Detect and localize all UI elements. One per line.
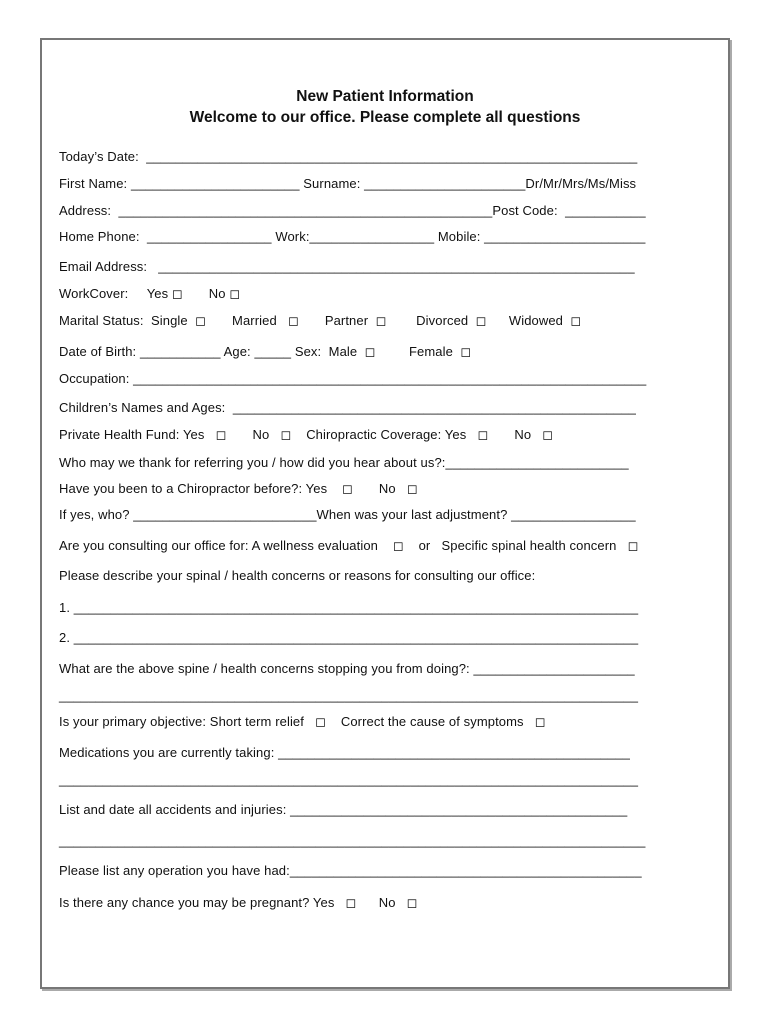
health-fund-checkboxes[interactable]: Private Health Fund: Yes ◻ No ◻ Chiropractic Coverage: Yes ◻ No ◻ bbox=[59, 427, 554, 442]
marital-status-checkboxes[interactable]: Marital Status: Single ◻ Married ◻ Partner ◻ Divorced ◻ Widowed ◻ bbox=[59, 313, 582, 328]
todays-date-field[interactable]: Today’s Date: ___________________________________________________________________ bbox=[59, 149, 638, 164]
name-fields[interactable]: First Name: _______________________ Surname: ______________________Dr/Mr/Mrs/Ms/Miss bbox=[59, 176, 637, 191]
form-title: New Patient Information bbox=[296, 88, 474, 105]
consultation-type-checkboxes[interactable]: Are you consulting our office for: A wellness evaluation ◻ or Specific spinal health concern ◻ bbox=[59, 538, 639, 553]
accidents-injuries-field[interactable]: List and date all accidents and injuries: ______________________________________________ bbox=[59, 802, 628, 817]
accidents-injuries-field-continued[interactable]: ________________________________________________________________________________ bbox=[59, 833, 646, 848]
form-subtitle: Welcome to our office. Please complete all questions bbox=[189, 109, 581, 126]
limitations-field-continued[interactable]: _______________________________________________________________________________ bbox=[59, 688, 639, 703]
pregnancy-checkboxes[interactable]: Is there any chance you may be pregnant? Yes ◻ No ◻ bbox=[59, 895, 418, 910]
limitations-field[interactable]: What are the above spine / health concerns stopping you from doing?: ______________________ bbox=[59, 661, 635, 676]
phone-fields[interactable]: Home Phone: _________________ Work:_________________ Mobile: ______________________ bbox=[59, 229, 646, 244]
previous-chiropractor-details[interactable]: If yes, who? _________________________When was your last adjustment? _________________ bbox=[59, 507, 636, 522]
dob-age-sex-fields[interactable]: Date of Birth: ___________ Age: _____ Sex: Male ◻ Female ◻ bbox=[59, 344, 472, 359]
childrens-names-field[interactable]: Children’s Names and Ages: _______________________________________________________ bbox=[59, 400, 636, 415]
workcover-checkboxes[interactable]: WorkCover: Yes ◻ No ◻ bbox=[59, 286, 241, 301]
email-field[interactable]: Email Address: _________________________________________________________________ bbox=[59, 259, 635, 274]
operations-field[interactable]: Please list any operation you have had:________________________________________________ bbox=[59, 863, 642, 878]
primary-objective-checkboxes[interactable]: Is your primary objective: Short term relief ◻ Correct the cause of symptoms ◻ bbox=[59, 714, 546, 729]
previous-chiropractor-checkboxes[interactable]: Have you been to a Chiropractor before?: Yes ◻ No ◻ bbox=[59, 481, 418, 496]
concern-2-field[interactable]: 2. _____________________________________________________________________________ bbox=[59, 630, 639, 645]
referral-field[interactable]: Who may we thank for referring you / how did you hear about us?:_________________________ bbox=[59, 455, 629, 470]
medications-field[interactable]: Medications you are currently taking: ________________________________________________ bbox=[59, 745, 630, 760]
medications-field-continued[interactable]: _______________________________________________________________________________ bbox=[59, 772, 639, 787]
concern-1-field[interactable]: 1. _____________________________________________________________________________ bbox=[59, 600, 639, 615]
concerns-prompt: Please describe your spinal / health concerns or reasons for consulting our office: bbox=[59, 568, 536, 583]
address-fields[interactable]: Address: ___________________________________________________Post Code: ___________ bbox=[59, 203, 646, 218]
occupation-field[interactable]: Occupation: ______________________________________________________________________ bbox=[59, 371, 647, 386]
